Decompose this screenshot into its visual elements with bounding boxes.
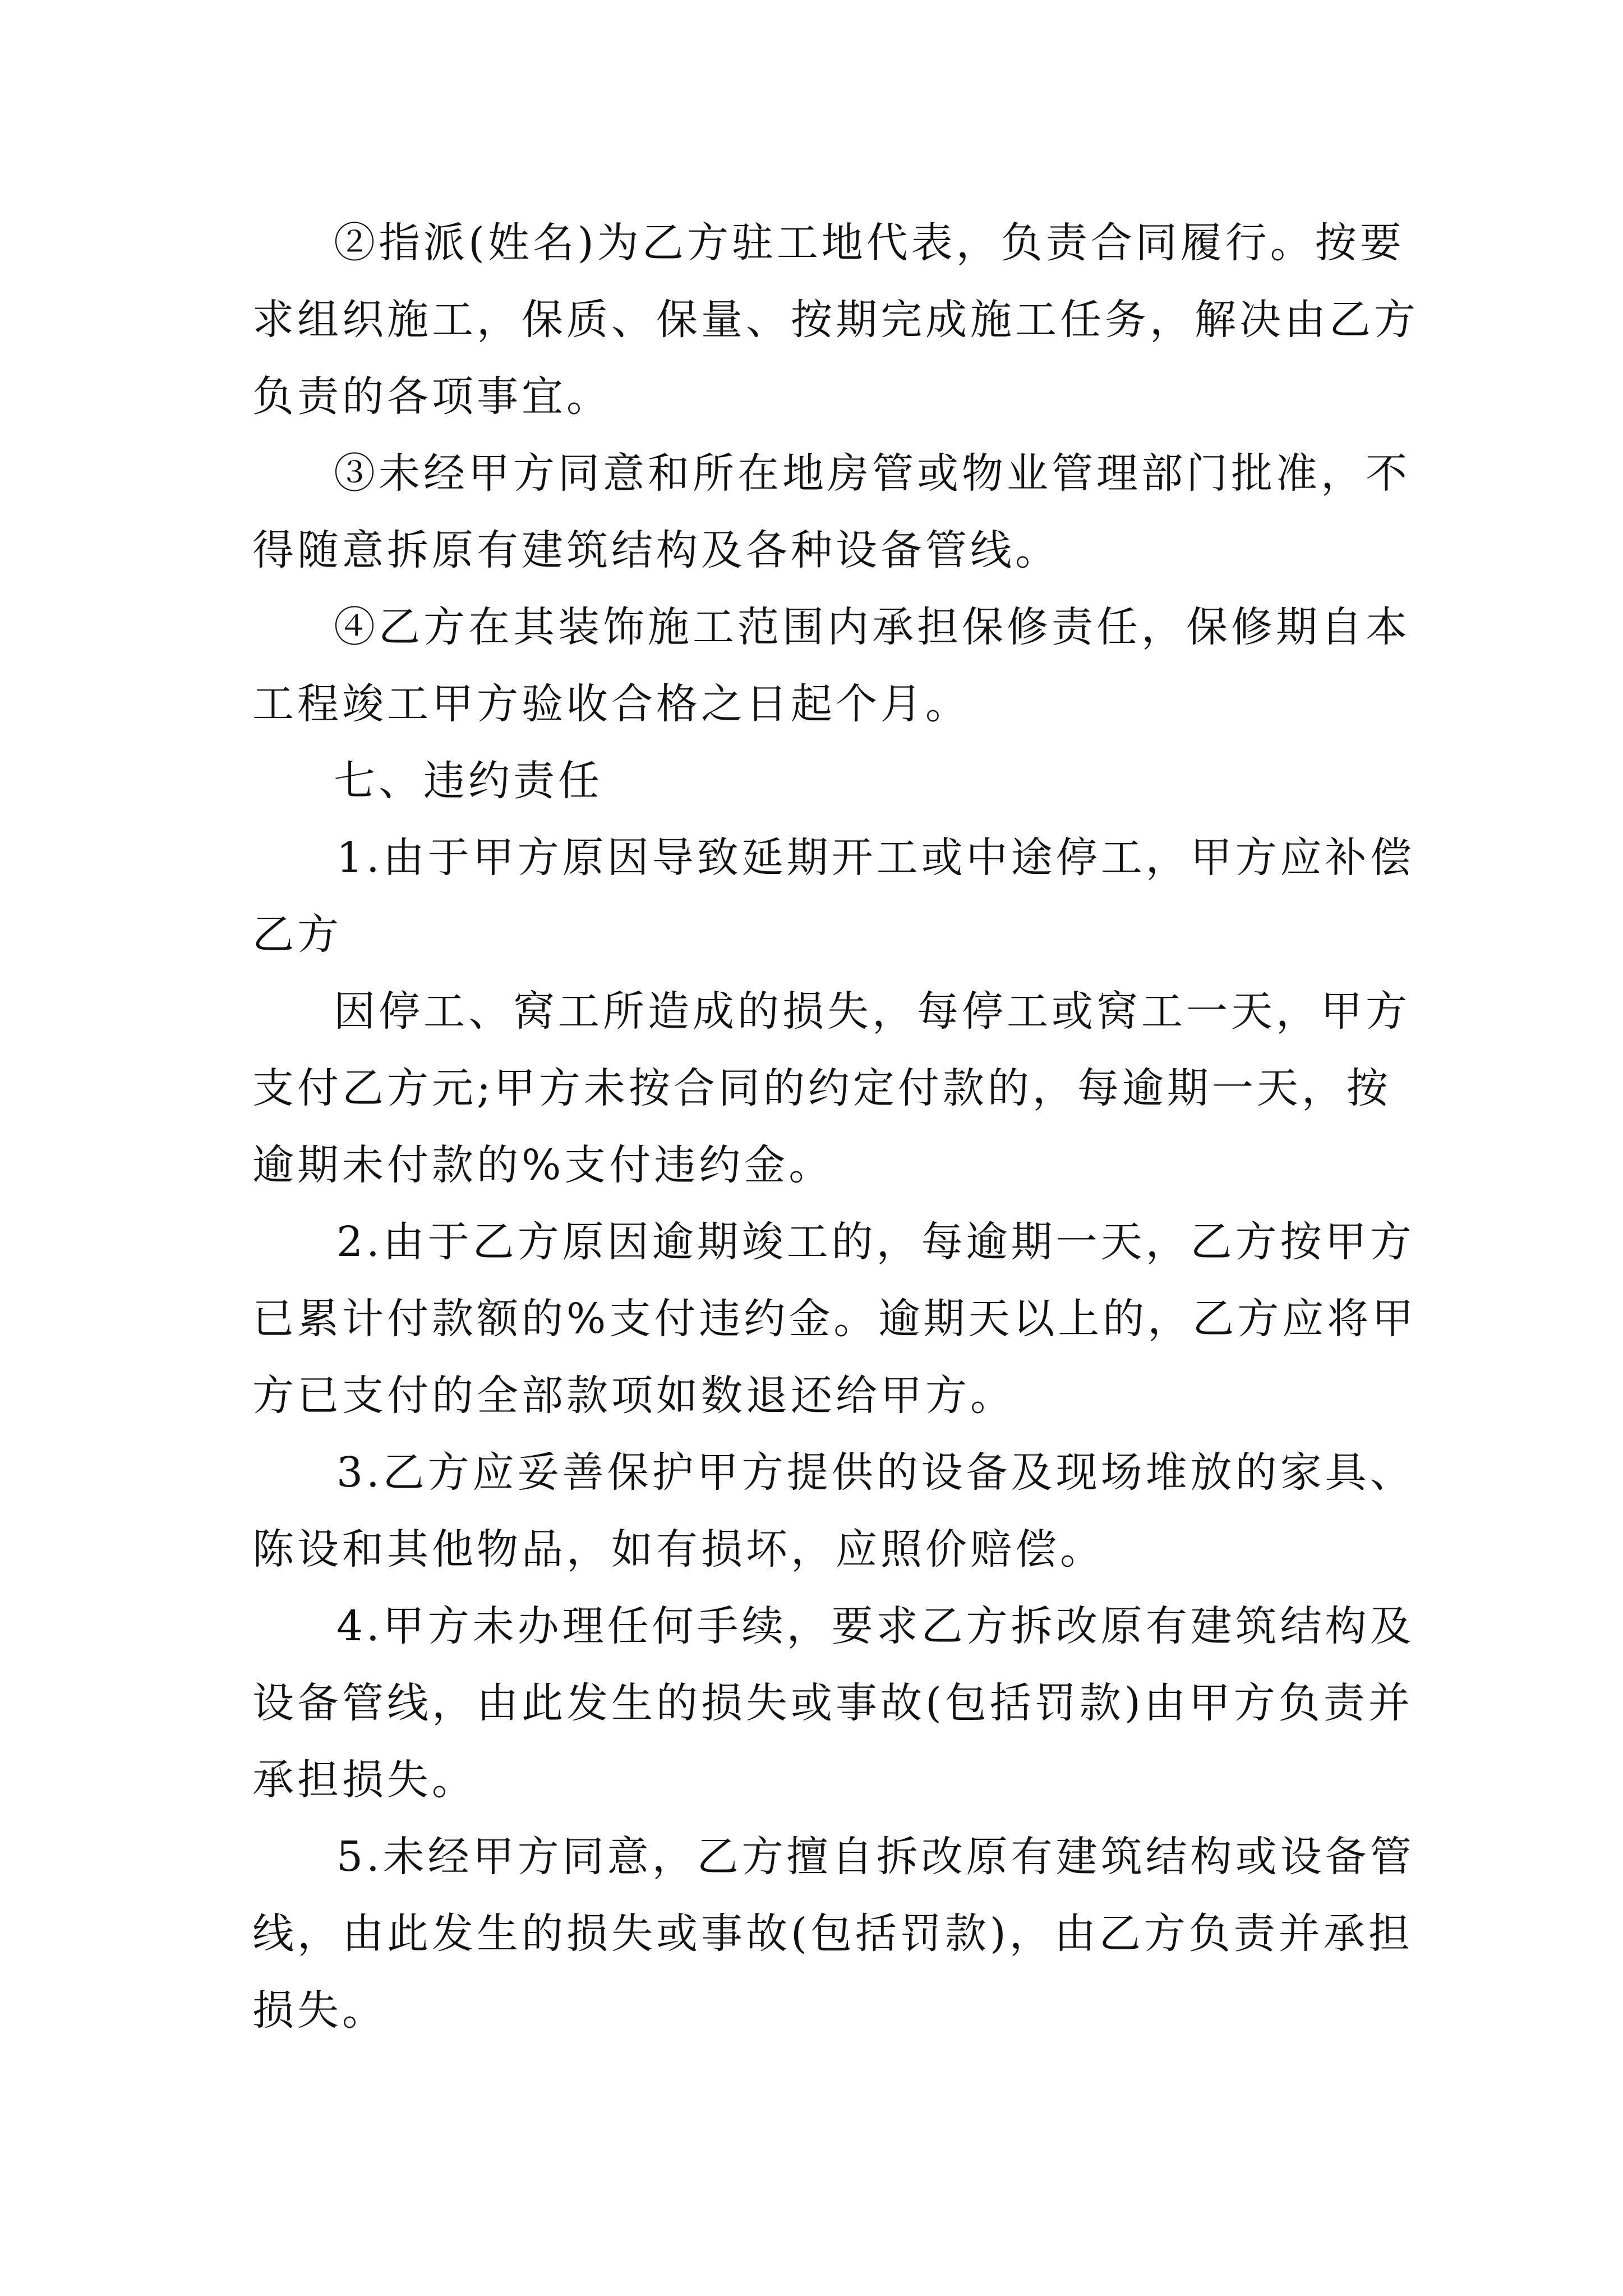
paragraph-line: 1.由于甲方原因导致延期开工或中途停工，甲方应补偿 <box>336 834 1415 882</box>
paragraph-line: 3.乙方应妥善保护甲方提供的设备及现场堆放的家具、 <box>336 1448 1415 1497</box>
section-heading: 七、违约责任 <box>334 757 603 805</box>
paragraph-line: ③未经甲方同意和所在地房管或物业管理部门批准，不 <box>334 449 1410 498</box>
paragraph-line: 工程竣工甲方验收合格之日起个月。 <box>252 680 970 728</box>
paragraph-line: 2.由于乙方原因逾期竣工的，每逾期一天，乙方按甲方 <box>336 1218 1415 1266</box>
paragraph-line: 支付乙方元;甲方未按合同的约定付款的，每逾期一天，按 <box>252 1064 1391 1112</box>
paragraph-line: 损失。 <box>252 1986 387 2035</box>
paragraph-line: ④乙方在其装饰施工范围内承担保修责任，保修期自本 <box>334 603 1410 651</box>
paragraph-line: 因停工、窝工所造成的损失，每停工或窝工一天，甲方 <box>334 987 1410 1036</box>
paragraph-line: 已累计付款额的%支付违约金。逾期天以上的，乙方应将甲 <box>252 1295 1417 1343</box>
paragraph-line: 逾期未付款的%支付违约金。 <box>252 1141 834 1189</box>
paragraph-line: 4.甲方未办理任何手续，要求乙方拆改原有建筑结构及 <box>336 1602 1415 1650</box>
paragraph-line: 线，由此发生的损失或事故(包括罚款)，由乙方负责并承担 <box>252 1910 1413 1958</box>
paragraph-line: 5.未经甲方同意，乙方擅自拆改原有建筑结构或设备管 <box>336 1833 1415 1881</box>
paragraph-line: 负责的各项事宜。 <box>252 372 611 421</box>
paragraph-line: 方已支付的全部款项如数退还给甲方。 <box>252 1372 1015 1420</box>
paragraph-line: 乙方 <box>252 910 342 959</box>
paragraph-line: ②指派(姓名)为乙方驻工地代表，负责合同履行。按要 <box>334 219 1405 267</box>
paragraph-line: 得随意拆原有建筑结构及各种设备管线。 <box>252 526 1060 574</box>
paragraph-line: 陈设和其他物品，如有损坏，应照价赔偿。 <box>252 1525 1105 1573</box>
paragraph-line: 承担损失。 <box>252 1756 477 1804</box>
paragraph-line: 设备管线，由此发生的损失或事故(包括罚款)由甲方负责并 <box>252 1679 1413 1727</box>
paragraph-line: 求组织施工，保质、保量、按期完成施工任务，解决由乙方 <box>252 296 1419 344</box>
